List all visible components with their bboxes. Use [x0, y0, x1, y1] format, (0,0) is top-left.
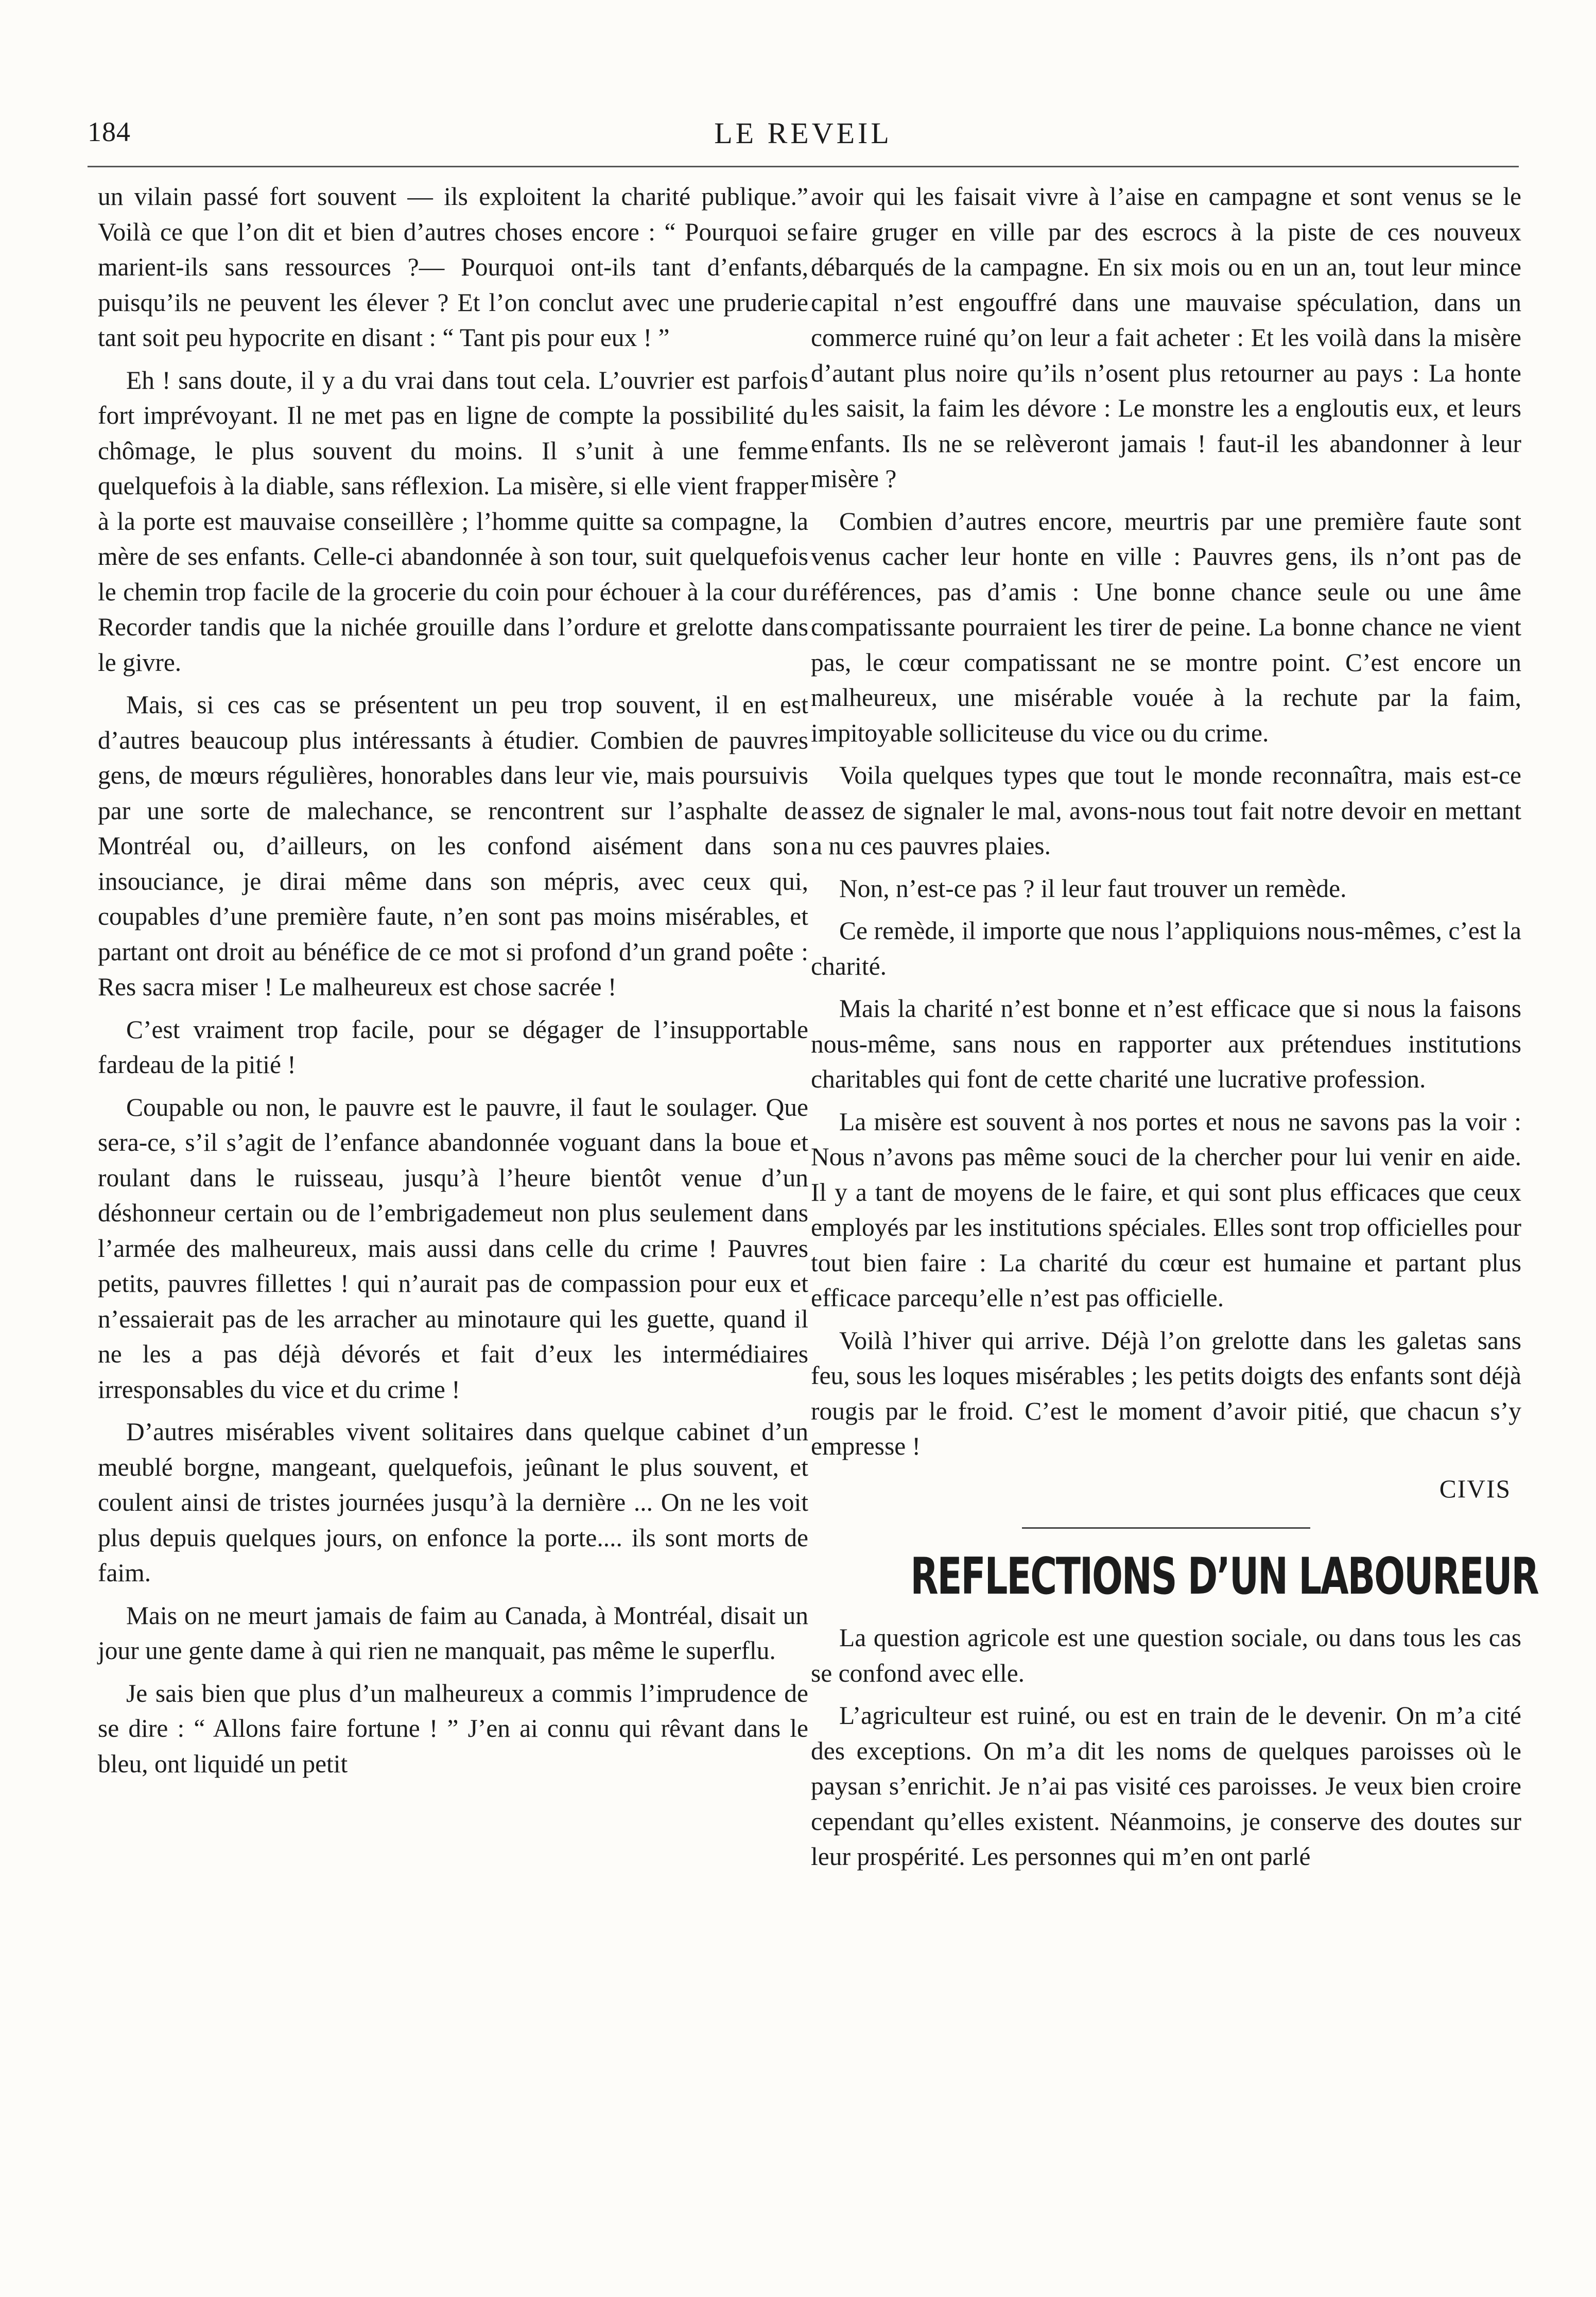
- author-signature: CIVIS: [1439, 1474, 1511, 1503]
- paragraph: Je sais bien que plus d’un malheureux a commis l’imprudence de se dire : “ Allons faire fortune ! ” J’en ai connu qui rêvant dans le bleu, ont liquidé un petit: [98, 1679, 808, 1778]
- page-header: [88, 116, 1519, 162]
- right-column: [811, 179, 1538, 1882]
- paragraph: La misère est souvent à nos portes et nous ne savons pas la voir : Nous n’avons pas même souci de la chercher pour lui venir en aide. Il y a tant de moyens de le faire, et qui sont plus efficaces que ceux employés par les institutions spéciales. Elles sont trop officielles pour tout bien faire : La charité du cœur est humaine et partant plus efficace parcequ’elle n’est pas officielle.: [811, 1107, 1521, 1312]
- paragraph: L’agriculteur est ruiné, ou est en train de le devenir. On m’a cité des exceptions. On m’a dit les noms de quelques paroisses où le paysan s’enrichit. Je n’ai pas visité ces paroisses. Je veux bien croire cependant qu’elles existent. Néanmoins, je conserve des doutes sur leur prospérité. Les personnes qui m’en ont parlé: [811, 1701, 1521, 1871]
- left-column: [98, 179, 808, 1789]
- paragraph: avoir qui les faisait vivre à l’aise en campagne et sont venus se le faire gruger en ville par des escrocs à la piste de ces nouveux débarqués de la campagne. En six mois ou en un an, tout leur mince capital n’est engouffré dans une mauvaise spéculation, dans un commerce ruiné qu’on leur a fait acheter : Et les voilà dans la misère d’autant plus noire qu’ils n’osent plus retourner au pays : La honte les saisit, la faim les dévore : Le monstre les a engloutis eux, et leurs enfants. Ils ne se relèveront jamais ! faut-il les abandonner à leur misère ?: [811, 182, 1521, 493]
- section-heading: REFLECTIONS D’UN LABOUREUR: [910, 1547, 1538, 1606]
- paragraph: C’est vraiment trop facile, pour se dégager de l’insupportable fardeau de la pitié !: [98, 1015, 808, 1079]
- paragraph: Mais on ne meurt jamais de faim au Canada, à Montréal, disait un jour une gente dame à qui rien ne manquait, pas même le superflu.: [98, 1601, 808, 1665]
- paragraph: Voila quelques types que tout le monde reconnaîtra, mais est-ce assez de signaler le mal, avons-nous tout fait notre devoir en mettant a nu ces pauvres plaies.: [811, 761, 1521, 860]
- paragraph: Voilà l’hiver qui arrive. Déjà l’on grelotte dans les galetas sans feu, sous les loques misérables ; les petits doigts des enfants sont déjà rougis par le froid. C’est le moment d’avoir pitié, que chacun s’y empresse !: [811, 1326, 1521, 1460]
- paragraph: Non, n’est-ce pas ? il leur faut trouver un remède.: [839, 874, 1347, 903]
- paragraph: Mais la charité n’est bonne et n’est efficace que si nous la faisons nous-même, sans nous en rapporter aux prétendues institutions charitables qui font de cette charité une lucrative profession.: [811, 994, 1521, 1093]
- paragraph: Combien d’autres encore, meurtris par une première faute sont venus cacher leur honte en ville : Pauvres gens, ils n’ont pas de références, pas d’amis : Une bonne chance seule ou une âme compatissante pourraient les tirer de peine. La bonne chance ne vient pas, le cœur compatissant ne se montre point. C’est encore un malheureux, une misérable vouée à la rechute par la faim, impitoyable solliciteuse du vice ou du crime.: [811, 507, 1521, 747]
- journal-title: LE REVEIL: [714, 116, 892, 150]
- paragraph: Mais, si ces cas se présentent un peu trop souvent, il en est d’autres beaucoup plus intéressants à étudier. Combien de pauvres gens, de mœurs régulières, honorables dans leur vie, mais poursuivis par une sorte de malechance, se rencontrent sur l’asphalte de Montréal ou, d’ailleurs, on les confond aisément dans son insouciance, je dirai même dans son mépris, avec ceux qui, coupables d’une première faute, n’en sont pas moins misérables, et partant ont droit au bénéfice de ce mot si profond d’un grand poête : Res sacra miser ! Le malheureux est chose sacrée !: [98, 690, 808, 1001]
- paragraph: La question agricole est une question sociale, ou dans tous les cas se confond avec elle.: [811, 1624, 1521, 1687]
- paragraph: Ce remède, il importe que nous l’appliquions nous-mêmes, c’est la charité.: [811, 917, 1521, 980]
- section-divider: [1022, 1527, 1310, 1529]
- paragraph: D’autres misérables vivent solitaires dans quelque cabinet d’un meublé borgne, mangeant, quelquefois, jeûnant le plus souvent, et coulent ainsi de tristes journées jusqu’à la dernière ... On ne les voit plus depuis quelques jours, on enfonce la porte.... ils sont morts de faim.: [98, 1418, 808, 1587]
- paragraph: Eh ! sans doute, il y a du vrai dans tout cela. L’ouvrier est parfois fort imprévoyant. Il ne met pas en ligne de compte la possibilité du chômage, le plus souvent du moins. Il s’unit à une femme quelquefois à la diable, sans réflexion. La misère, si elle vient frapper à la porte est mauvaise conseillère ; l’homme quitte sa compagne, la mère de ses enfants. Celle-ci abandonnée à son tour, suit quelquefois le chemin trop facile de la grocerie du coin pour échouer à la cour du Recorder tandis que la nichée grouille dans l’ordure et grelotte dans le givre.: [98, 366, 808, 677]
- page-number: 184: [88, 116, 131, 147]
- paragraph: un vilain passé fort souvent — ils exploitent la charité publique.” Voilà ce que l’on dit et bien d’autres choses encore : “ Pourquoi se marient-ils sans ressources ?— Pourquoi ont-ils tant d’enfants, puisqu’ils ne peuvent les élever ? Et l’on conclut avec une pruderie tant soit peu hypocrite en disant : “ Tant pis pour eux ! ”: [98, 182, 808, 352]
- paragraph: Coupable ou non, le pauvre est le pauvre, il faut le soulager. Que sera-ce, s’il s’agit de l’enfance abandonnée voguant dans la boue et roulant dans le ruisseau, jusqu’à l’heure bientôt venue d’un déshonneur certain ou de l’embrigademeut non plus seulement dans l’armée des malheureux, mais aussi dans celle du crime ! Pauvres petits, pauvres fillettes ! qui n’aurait pas de compassion pour eux et n’essaierait pas de les arracher au minotaure qui les guette, quand il ne les a pas déjà dévorés et fait d’eux les intermédiaires irresponsables du vice et du crime !: [98, 1093, 808, 1404]
- header-rule: [88, 166, 1519, 167]
